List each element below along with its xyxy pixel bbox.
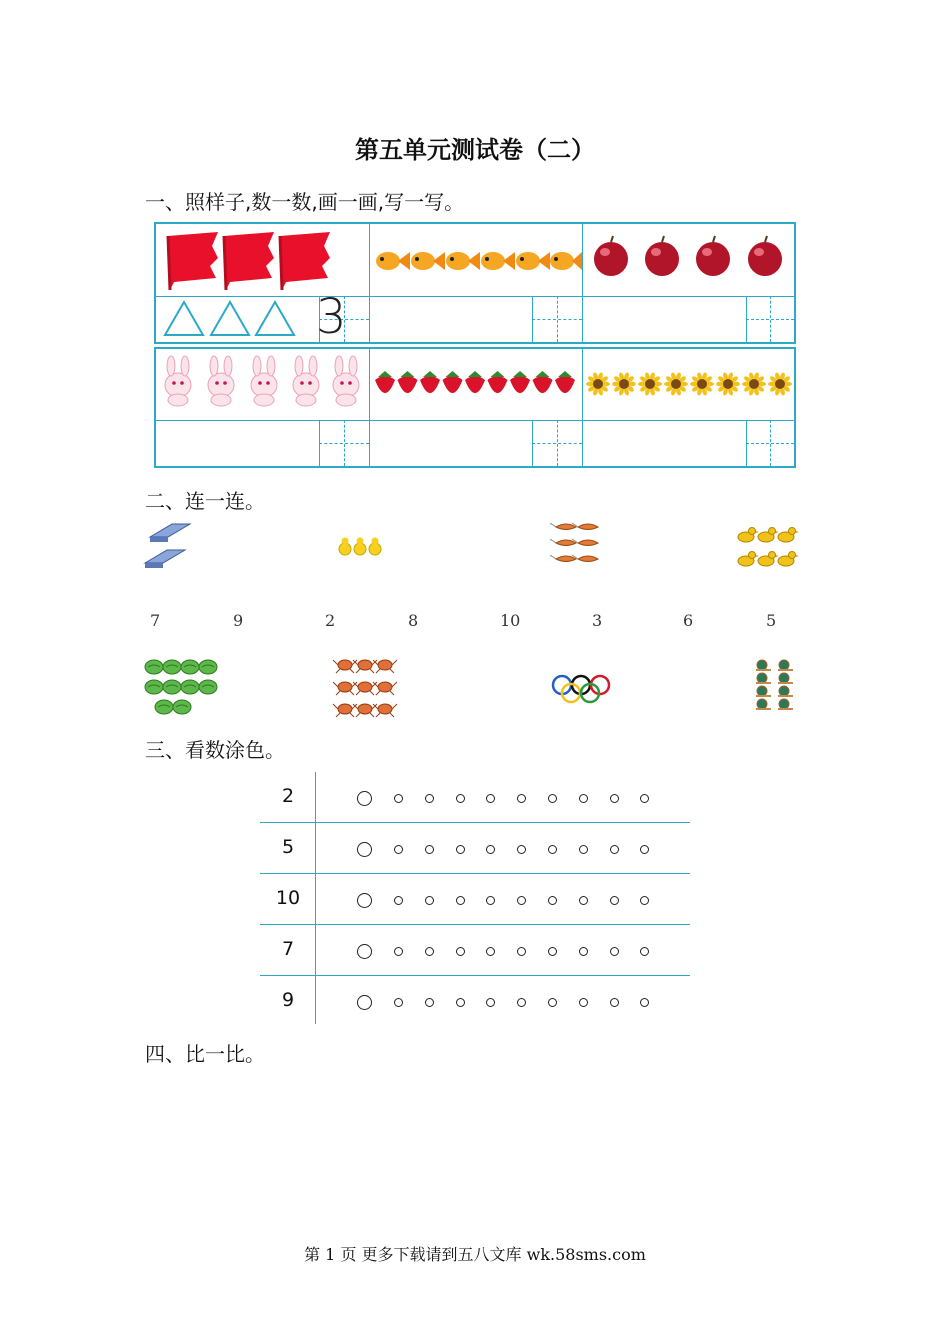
color-circle[interactable] xyxy=(456,947,465,956)
color-circle[interactable] xyxy=(517,947,526,956)
match-number[interactable]: 10 xyxy=(500,611,521,630)
match-number[interactable]: 5 xyxy=(766,611,777,630)
color-circle[interactable] xyxy=(357,893,372,908)
color-circle[interactable] xyxy=(579,947,588,956)
color-circle[interactable] xyxy=(640,845,649,854)
color-circle[interactable] xyxy=(486,998,495,1007)
color-circle[interactable] xyxy=(394,845,403,854)
color-circle[interactable] xyxy=(357,842,372,857)
color-circle[interactable] xyxy=(394,794,403,803)
color-circle[interactable] xyxy=(425,947,434,956)
color-circle[interactable] xyxy=(425,896,434,905)
color-circle[interactable] xyxy=(548,845,557,854)
color-circle[interactable] xyxy=(357,995,372,1010)
color-circle[interactable] xyxy=(579,845,588,854)
page-title: 第五单元测试卷（二） xyxy=(355,135,595,164)
color-circle[interactable] xyxy=(610,896,619,905)
match-number[interactable]: 6 xyxy=(683,611,694,630)
color-circle[interactable] xyxy=(357,944,372,959)
color-circle[interactable] xyxy=(610,794,619,803)
color-circle[interactable] xyxy=(640,896,649,905)
color-circle[interactable] xyxy=(610,998,619,1007)
color-row-number: 2 xyxy=(281,785,295,807)
section-2-heading: 二、连一连。 xyxy=(145,489,265,513)
color-circle[interactable] xyxy=(456,998,465,1007)
color-circle[interactable] xyxy=(486,896,495,905)
color-circle[interactable] xyxy=(548,896,557,905)
color-circle[interactable] xyxy=(425,794,434,803)
match-number[interactable]: 3 xyxy=(592,611,603,630)
color-circle[interactable] xyxy=(394,896,403,905)
color-circle[interactable] xyxy=(548,947,557,956)
color-circle[interactable] xyxy=(486,845,495,854)
color-circle[interactable] xyxy=(517,794,526,803)
color-circle[interactable] xyxy=(425,845,434,854)
match-number[interactable]: 9 xyxy=(233,611,244,630)
color-circle[interactable] xyxy=(579,998,588,1007)
color-circle[interactable] xyxy=(548,794,557,803)
color-circle[interactable] xyxy=(517,896,526,905)
color-circle[interactable] xyxy=(456,896,465,905)
color-row-number: 5 xyxy=(281,836,295,858)
color-circle[interactable] xyxy=(456,794,465,803)
match-number[interactable]: 7 xyxy=(150,611,161,630)
section-1-heading: 一、照样子,数一数,画一画,写一写。 xyxy=(145,190,465,214)
color-circle[interactable] xyxy=(394,947,403,956)
color-circle[interactable] xyxy=(394,998,403,1007)
match-number[interactable]: 2 xyxy=(325,611,336,630)
color-circle[interactable] xyxy=(640,947,649,956)
color-row-number: 10 xyxy=(275,887,301,909)
color-circle[interactable] xyxy=(425,998,434,1007)
color-row-number: 9 xyxy=(281,989,295,1011)
color-circle[interactable] xyxy=(640,998,649,1007)
color-circle[interactable] xyxy=(456,845,465,854)
color-circle[interactable] xyxy=(610,947,619,956)
color-circle[interactable] xyxy=(486,947,495,956)
color-circle[interactable] xyxy=(486,794,495,803)
section-3-heading: 三、看数涂色。 xyxy=(145,738,285,762)
color-circle[interactable] xyxy=(517,998,526,1007)
page-footer: 第 1 页 更多下载请到五八文库 wk.58sms.com xyxy=(304,1245,646,1264)
color-circle[interactable] xyxy=(579,794,588,803)
color-row-number: 7 xyxy=(281,938,295,960)
color-circle[interactable] xyxy=(517,845,526,854)
color-circle[interactable] xyxy=(548,998,557,1007)
match-number[interactable]: 8 xyxy=(408,611,419,630)
color-circle[interactable] xyxy=(610,845,619,854)
example-number: 3 xyxy=(316,289,347,345)
color-circle[interactable] xyxy=(640,794,649,803)
color-circle[interactable] xyxy=(579,896,588,905)
color-circle[interactable] xyxy=(357,791,372,806)
section-4-heading: 四、比一比。 xyxy=(145,1042,265,1066)
